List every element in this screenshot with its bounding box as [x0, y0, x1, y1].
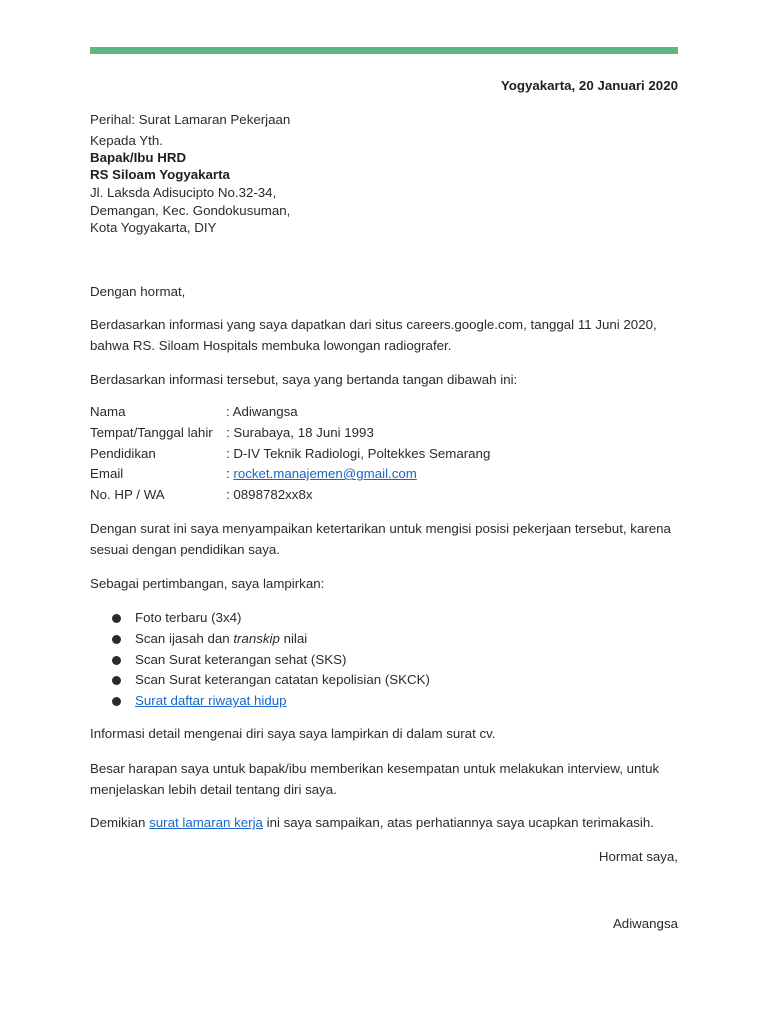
bullet-icon: [112, 697, 121, 706]
place-date: Yogyakarta, 20 Januari 2020: [500, 78, 678, 93]
row-label: Pendidikan: [90, 446, 156, 461]
cv-info-paragraph: Informasi detail mengenai diri saya saya lampirkan di dalam surat cv.: [90, 726, 496, 741]
attach-intro: Sebagai pertimbangan, saya lampirkan:: [90, 576, 325, 591]
interest-paragraph: Dengan surat ini saya menyampaikan ketertarikan untuk mengisi posisi pekerjaan tersebut, karena sesuai dengan pendidikan saya.: [90, 521, 671, 557]
attachment-list: [90, 608, 678, 712]
intro-paragraph: Berdasarkan informasi yang saya dapatkan dari situs careers.google.com, tanggal 11 Juni 2020, bahwa RS. Siloam Hospitals membuka lowongan radiografer.: [90, 317, 657, 353]
list-item-text: Foto terbaru (3x4): [135, 610, 242, 625]
closing-paragraph: [90, 813, 678, 834]
personal-row-birth: [90, 423, 374, 444]
cover-letter-link[interactable]: surat lamaran kerja: [149, 815, 263, 830]
row-value: : Surabaya, 18 Juni 1993: [226, 425, 374, 440]
hope-paragraph: Besar harapan saya untuk bapak/ibu memberikan kesempatan untuk melakukan interview, untuk menjelaskan lebih detail tentang diri saya.: [90, 761, 660, 797]
address-line: Jl. Laksda Adisucipto No.32-34,: [90, 185, 277, 200]
list-item: [90, 608, 678, 629]
recipient-name: Bapak/Ibu HRD: [90, 150, 187, 165]
row-value: : D-IV Teknik Radiologi, Poltekkes Semarang: [226, 446, 491, 461]
closing-text: Demikian: [90, 815, 150, 830]
address-line: Demangan, Kec. Gondokusuman,: [90, 203, 291, 218]
recipient-salutation: Kepada Yth.: [90, 133, 163, 148]
row-label: Tempat/Tanggal lahir: [90, 425, 213, 440]
intro-paragraph-2: Berdasarkan informasi tersebut, saya yang bertanda tangan dibawah ini:: [90, 372, 518, 387]
email-prefix: :: [226, 466, 234, 481]
list-item-text: Scan ijasah dan: [135, 630, 234, 646]
list-item: [90, 650, 678, 671]
personal-row-phone: [90, 485, 313, 506]
greeting: Dengan hormat,: [90, 284, 186, 299]
list-item: [90, 629, 678, 650]
row-label: Nama: [90, 404, 126, 419]
list-item: [90, 670, 678, 691]
bullet-icon: [112, 614, 121, 623]
personal-row-education: [90, 444, 490, 465]
personal-row-email: [90, 464, 417, 485]
header-accent-bar: [90, 47, 678, 54]
list-item: [90, 691, 678, 712]
row-label: No. HP / WA: [90, 487, 165, 502]
bullet-icon: [112, 656, 121, 665]
bullet-icon: [112, 676, 121, 685]
personal-row-name: [90, 402, 298, 423]
list-item-text: Scan Surat keterangan sehat (SKS): [135, 651, 347, 667]
cv-link[interactable]: Surat daftar riwayat hidup: [135, 693, 287, 709]
subject-line: Perihal: Surat Lamaran Pekerjaan: [90, 112, 291, 127]
regards: Hormat saya,: [598, 849, 678, 864]
row-label: Email: [90, 466, 124, 481]
list-item-emphasis: transkip: [233, 630, 280, 646]
email-link[interactable]: rocket.manajemen@gmail.com: [233, 466, 417, 481]
list-item-text: Scan Surat keterangan catatan kepolisian (SKCK): [135, 672, 430, 688]
closing-text: ini saya sampaikan, atas perhatiannya saya ucapkan terimakasih.: [262, 815, 654, 830]
row-value: : 0898782xx8x: [226, 487, 313, 502]
row-value: : Adiwangsa: [226, 404, 298, 419]
bullet-icon: [112, 635, 121, 644]
address-line: Kota Yogyakarta, DIY: [90, 220, 217, 235]
recipient-org: RS Siloam Yogyakarta: [90, 167, 230, 182]
signature-name: Adiwangsa: [612, 916, 678, 931]
list-item-text: nilai: [279, 630, 308, 646]
